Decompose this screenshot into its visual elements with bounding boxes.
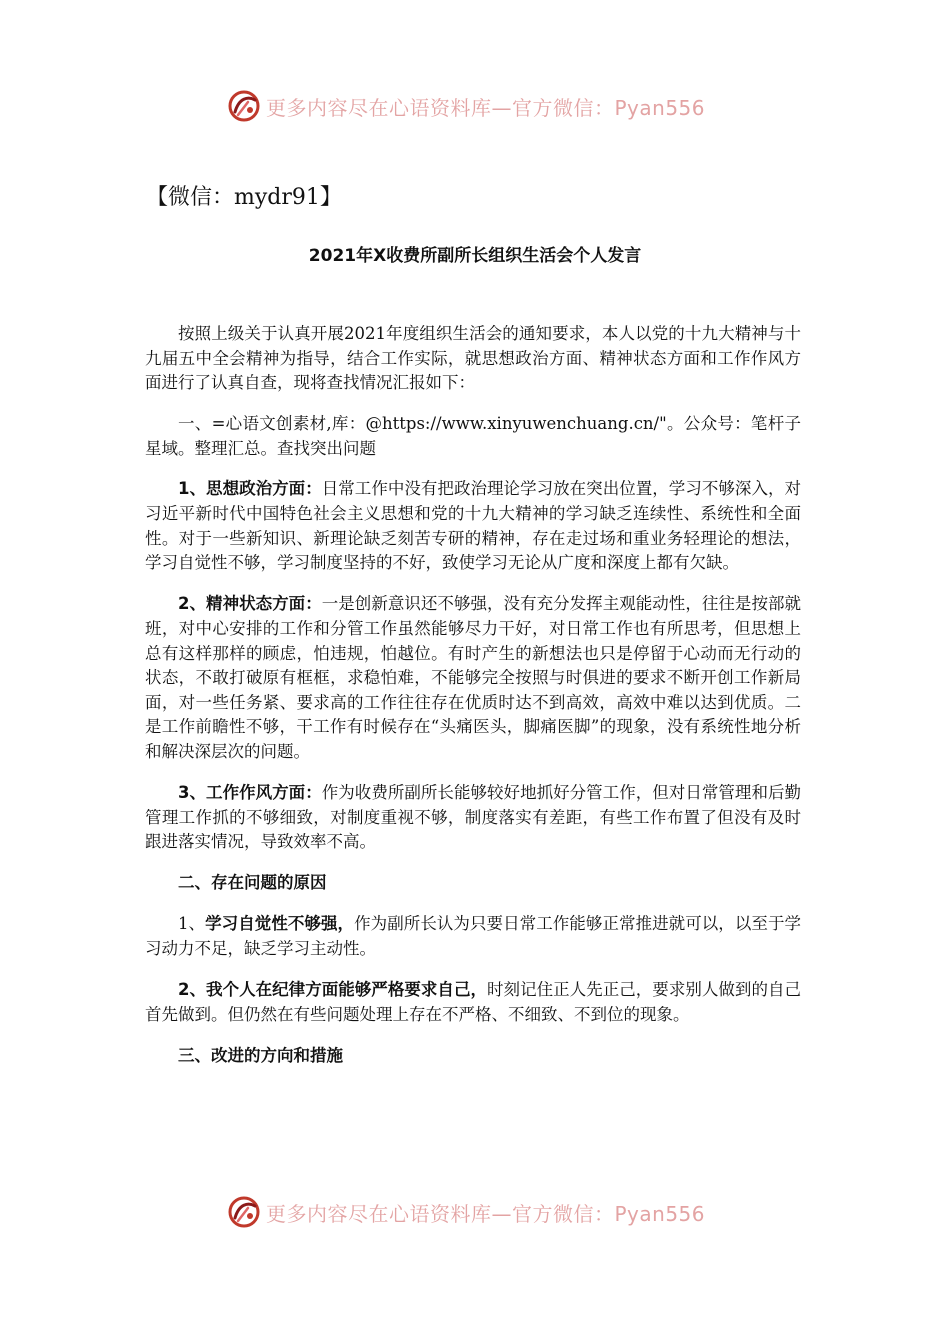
cause2-paragraph [145,978,801,1027]
item3-text: 作为收费所副所长能够较好地抓好分管工作，但对日常管理和后勤管理工作抓的不够细致，对制度重视不够，制度落实有差距，有些工作布置了但没有及时跟进落实情况，导致效率不高。 [145,783,802,852]
header-banner-text: 更多内容尽在心语资料库—官方微信：Pyan556 [266,95,706,120]
document-body [145,322,801,1085]
section2-heading: 二、存在问题的原因 [178,873,327,893]
cause1-text: 作为副所长认为只要日常工作能够正常推进就可以，以至于学习动力不足，缺乏学习主动性。 [145,914,802,958]
brand-logo-icon [226,88,262,124]
cause2-text: 时刻记住正人先正己，要求别人做到的自己首先做到。但仍然在有些问题处理上存在不严格、不细致、不到位的现象。 [145,980,802,1024]
intro-paragraph: 按照上级关于认真开展2021年度组织生活会的通知要求，本人以党的十九大精神与十九届五中全会精神为指导，结合工作实际，就思想政治方面、精神状态方面和工作作风方面进行了认真自查，现将查找情况汇报如下： [145,324,801,393]
item2-paragraph [145,592,801,764]
item1-label: 1、思想政治方面： [178,479,322,499]
section3-heading: 三、改进的方向和措施 [178,1045,343,1065]
brand-logo-icon [226,1194,262,1230]
footer-banner-text: 更多内容尽在心语资料库—官方微信：Pyan556 [266,1201,706,1226]
cause1-label: 学习自觉性不够强， [205,914,355,934]
cause1-prefix: 1、 [178,914,206,934]
footer-banner [226,1192,746,1232]
header-banner [226,86,746,126]
item2-text: 一是创新意识还不够强，没有充分发挥主观能动性，往往是按部就班，对中心安排的工作和分管工作虽然能够尽力干好，对日常工作也有所思考，但思想上总有这样那样的顾虑，怕违规，怕越位。有时产生的新想法也只是停留于心动而无行动的状态，不敢打破原有框框，求稳怕难，不能够完全按照与时俱进的要求不断开创工作新局面，对一些任务紧、要求高的工作往往存在优质时达不到高效，高效中难以达到优质。二是工作前瞻性不够，干工作有时候存在“头痛医头，脚痛医脚”的现象，没有系统性地分析和解决深层次的问题。 [145,594,802,761]
wechat-id-line: 【微信：mydr91】 [146,185,342,210]
cause1-paragraph [145,912,801,961]
section1-line: 一、=心语文创素材,库：@https://www.xinyuwenchuang.cn/"。公众号：笔杆子星域。整理汇总。查找突出问题 [145,414,801,458]
item1-paragraph [145,477,801,575]
item3-paragraph [145,781,801,855]
item1-text: 日常工作中没有把政治理论学习放在突出位置，学习不够深入，对习近平新时代中国特色社会主义思想和党的十九大精神的学习缺乏连续性、系统性和全面性。对于一些新知识、新理论缺乏刻苦专研的精神，存在走过场和重业务轻理论的想法，学习自觉性不够，学习制度坚持的不好，致使学习无论从广度和深度上都有欠缺。 [145,479,802,573]
document-title: 2021年X收费所副所长组织生活会个人发言 [308,246,642,266]
item2-label: 2、精神状态方面： [178,594,322,614]
item3-label: 3、工作作风方面： [178,783,322,802]
cause2-label: 2、我个人在纪律方面能够严格要求自己， [178,980,488,1000]
